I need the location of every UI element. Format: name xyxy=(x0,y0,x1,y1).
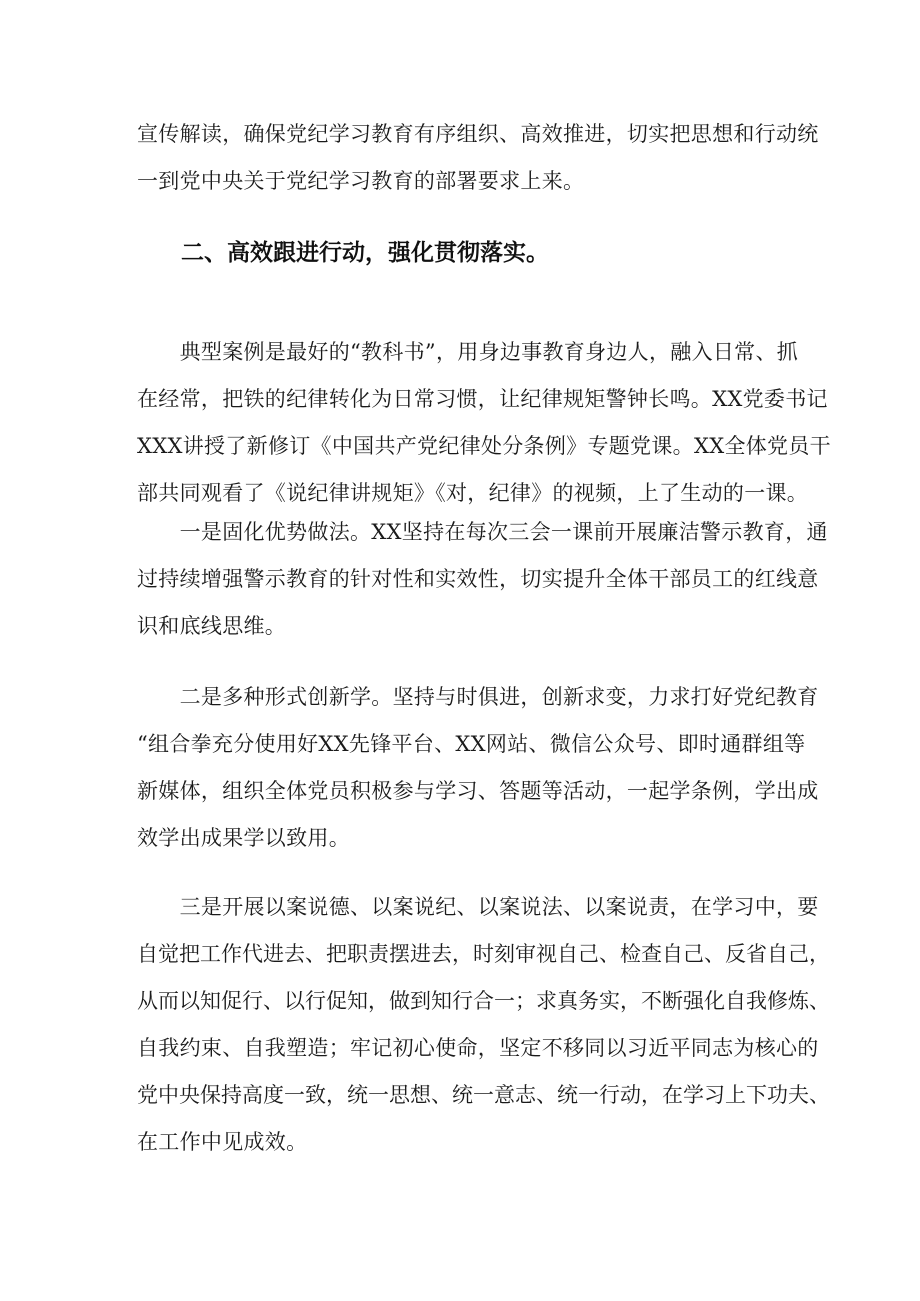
paragraph-line: 效学出成果学以致用。 xyxy=(137,826,350,850)
paragraph-typical-cases xyxy=(137,329,831,517)
paragraph-line: 过持续增强警示教育的针对性和实效性，切实提升全体干部员工的红线意 xyxy=(137,567,819,591)
paragraph-line: 党中央保持高度一致，统一思想、统一意志、统一行动，在学习上下功夫、 xyxy=(137,1083,830,1107)
paragraph-third-point xyxy=(137,884,830,1166)
paragraph-line: 三是开展以案说德、以案说纪、以案说法、以案说责，在学习中，要 xyxy=(137,895,819,919)
paragraph-line: 典型案例是最好的“教科书”，用身边事教育身边人，融入日常、抓 xyxy=(137,340,799,364)
paragraph-line: 自觉把工作代进去、把职责摆进去，时刻审视自己、检查自己、反省自己， xyxy=(137,942,830,966)
intro-paragraph xyxy=(137,111,819,205)
paragraph-line: 识和底线思维。 xyxy=(137,614,287,638)
paragraph-line: 在经常，把铁的纪律转化为日常习惯，让纪律规矩警钟长鸣。XX党委书记 xyxy=(137,387,828,411)
paragraph-second-point xyxy=(137,674,819,862)
paragraph-line: 二是多种形式创新学。坚持与时俱进，创新求变，力求打好党纪教育 xyxy=(137,685,819,709)
paragraph-line: XXX讲授了新修订《中国共产党纪律处分条例》专题党课。XX全体党员干 xyxy=(137,434,831,458)
section-heading: 二、高效跟进行动，强化贯彻落实。 xyxy=(181,240,549,266)
paragraph-line: 自我约束、自我塑造；牢记初心使命，坚定不移同以习近平同志为核心的 xyxy=(137,1036,819,1060)
paragraph-line: 一到党中央关于党纪学习教育的部署要求上来。 xyxy=(137,169,585,193)
paragraph-line: 宣传解读，确保党纪学习教育有序组织、高效推进，切实把思想和行动统 xyxy=(137,122,819,146)
paragraph-line: 新媒体，组织全体党员积极参与学习、答题等活动，一起学条例，学出成 xyxy=(137,779,819,803)
paragraph-line: 在工作中见成效。 xyxy=(137,1130,308,1154)
paragraph-line: “组合拳充分使用好XX先锋平台、XX网站、微信公众号、即时通群组等 xyxy=(137,732,806,756)
paragraph-line: 部共同观看了《说纪律讲规矩》《对，纪律》的视频，上了生动的一课。 xyxy=(137,481,809,505)
paragraph-line: 从而以知促行、以行促知，做到知行合一；求真务实，不断强化自我修炼、 xyxy=(137,989,830,1013)
paragraph-first-point xyxy=(137,509,828,650)
paragraph-line: 一是固化优势做法。XX坚持在每次三会一课前开展廉洁警示教育，通 xyxy=(137,520,828,544)
